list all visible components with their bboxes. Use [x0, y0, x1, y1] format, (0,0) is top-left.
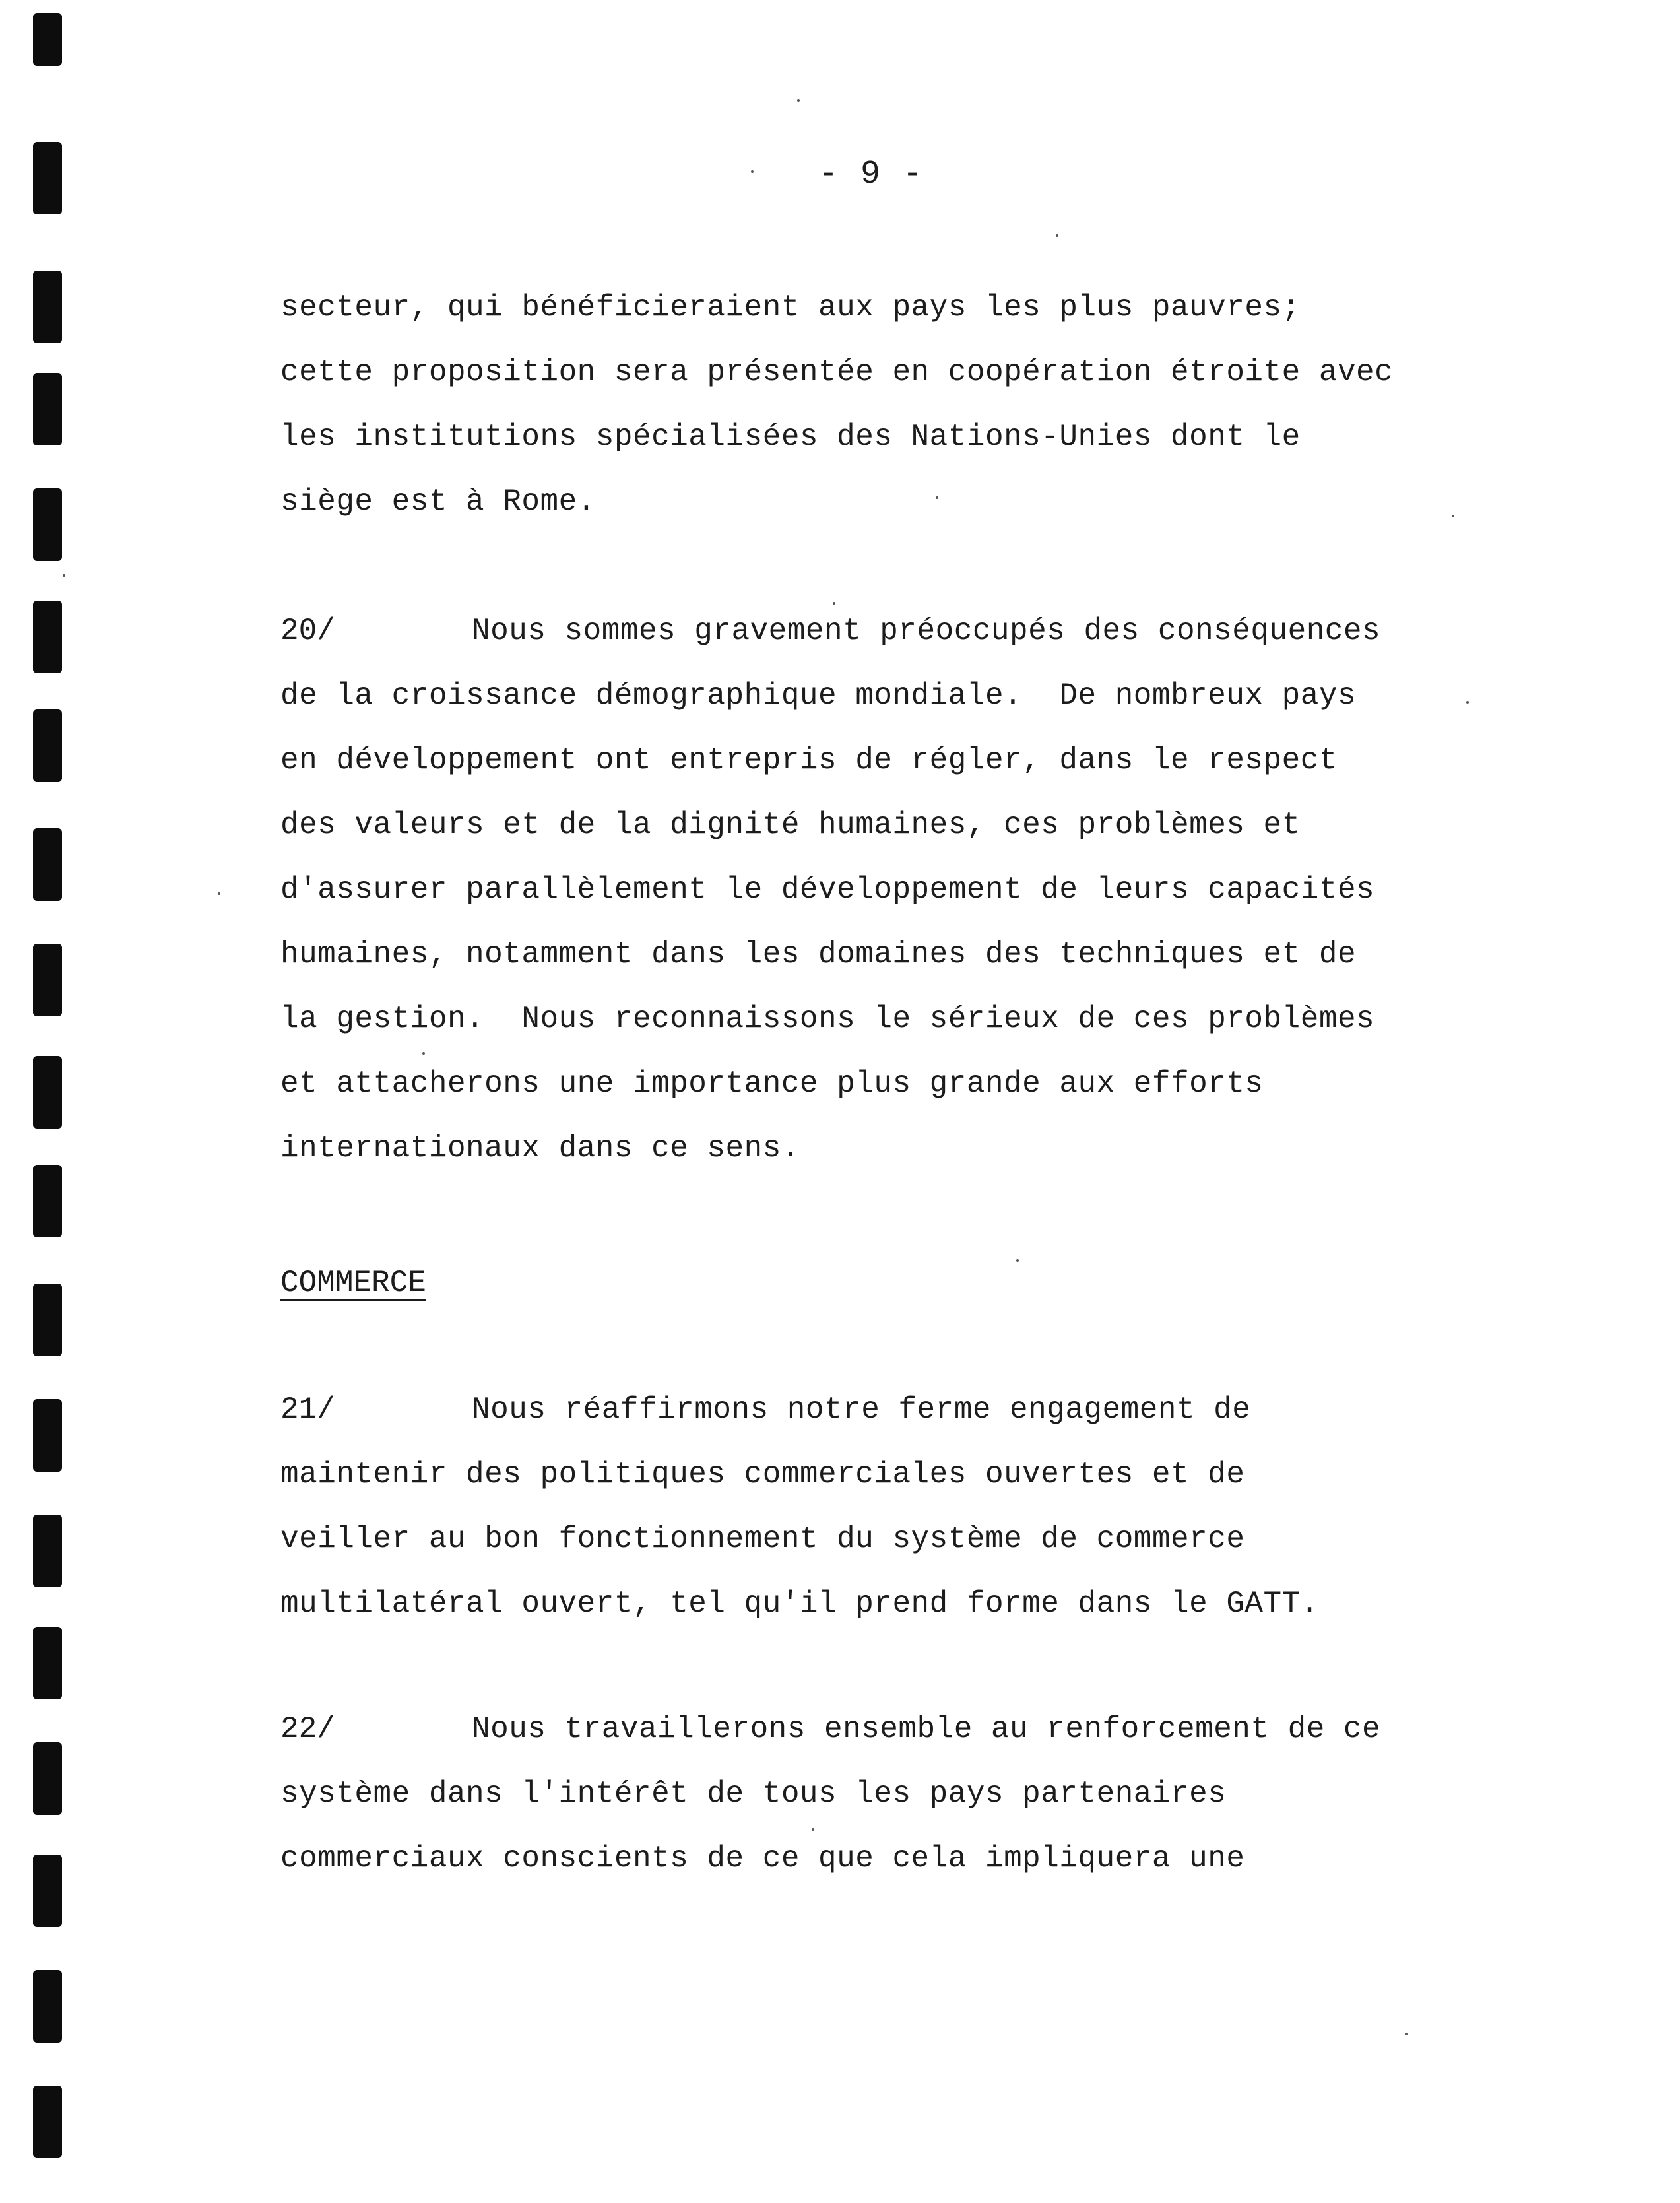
text-line: en développement ont entrepris de régler, dans le respect: [280, 743, 1338, 777]
binding-hole: [33, 13, 62, 66]
text-line: d'assurer parallèlement le développement de leurs capacités: [280, 872, 1375, 907]
text-line: de la croissance démographique mondiale. De nombreux pays: [280, 678, 1357, 713]
text-line: la gestion. Nous reconnaissons le sérieux de ces problèmes: [280, 1002, 1375, 1036]
binding-holes: [0, 0, 79, 2203]
scan-speck: [63, 574, 65, 577]
binding-hole: [33, 1284, 62, 1356]
text-line: des valeurs et de la dignité humaines, ces problèmes et: [280, 808, 1301, 842]
paragraph-first-line: Nous sommes gravement préoccupés des conséquences: [472, 614, 1381, 648]
scan-speck: [797, 99, 800, 102]
text-line: veiller au bon fonctionnement du système de commerce: [280, 1522, 1245, 1556]
text-line: et attacherons une importance plus grande aux efforts: [280, 1067, 1264, 1101]
binding-hole: [33, 1056, 62, 1129]
text-line: maintenir des politiques commerciales ouvertes et de: [280, 1457, 1245, 1492]
binding-hole: [33, 1970, 62, 2043]
text-line: secteur, qui bénéficieraient aux pays les plus pauvres;: [280, 290, 1301, 325]
scan-speck: [218, 892, 220, 895]
binding-hole: [33, 142, 62, 214]
paragraph-number: 21/: [280, 1393, 335, 1427]
binding-hole: [33, 709, 62, 782]
text-line: humaines, notamment dans les domaines des techniques et de: [280, 937, 1357, 971]
scan-speck: [422, 1052, 425, 1055]
scan-speck: [751, 170, 754, 173]
scan-speck: [1466, 701, 1469, 704]
binding-hole: [33, 1627, 62, 1699]
section-heading: COMMERCE: [280, 1266, 426, 1300]
scan-speck: [812, 1828, 814, 1831]
binding-hole: [33, 828, 62, 901]
text-line: cette proposition sera présentée en coopération étroite avec: [280, 355, 1394, 389]
binding-hole: [33, 944, 62, 1016]
text-line: internationaux dans ce sens.: [280, 1131, 800, 1166]
binding-hole: [33, 601, 62, 673]
scan-speck: [833, 602, 835, 605]
scan-speck: [1405, 2033, 1408, 2035]
text-line: siège est à Rome.: [280, 484, 596, 519]
binding-hole: [33, 488, 62, 561]
binding-hole: [33, 1855, 62, 1927]
binding-hole: [33, 1165, 62, 1237]
binding-hole: [33, 1399, 62, 1472]
page-number: - 9 -: [818, 156, 924, 193]
paragraph-number: 22/: [280, 1712, 335, 1746]
binding-hole: [33, 373, 62, 445]
scan-speck: [1056, 234, 1058, 237]
binding-hole: [33, 271, 62, 343]
binding-hole: [33, 1742, 62, 1815]
text-line: système dans l'intérêt de tous les pays partenaires: [280, 1777, 1227, 1811]
scan-speck: [1452, 515, 1454, 517]
text-line: commerciaux conscients de ce que cela impliquera une: [280, 1841, 1245, 1876]
paragraph-first-line: Nous réaffirmons notre ferme engagement de: [472, 1393, 1251, 1427]
binding-hole: [33, 1515, 62, 1587]
scan-speck: [936, 496, 938, 499]
paragraph-number: 20/: [280, 614, 335, 648]
text-line: les institutions spécialisées des Nations-Unies dont le: [280, 420, 1301, 454]
binding-hole: [33, 2086, 62, 2158]
text-line: multilatéral ouvert, tel qu'il prend forme dans le GATT.: [280, 1587, 1319, 1621]
paragraph-first-line: Nous travaillerons ensemble au renforcement de ce: [472, 1712, 1381, 1746]
scan-speck: [1016, 1259, 1019, 1262]
